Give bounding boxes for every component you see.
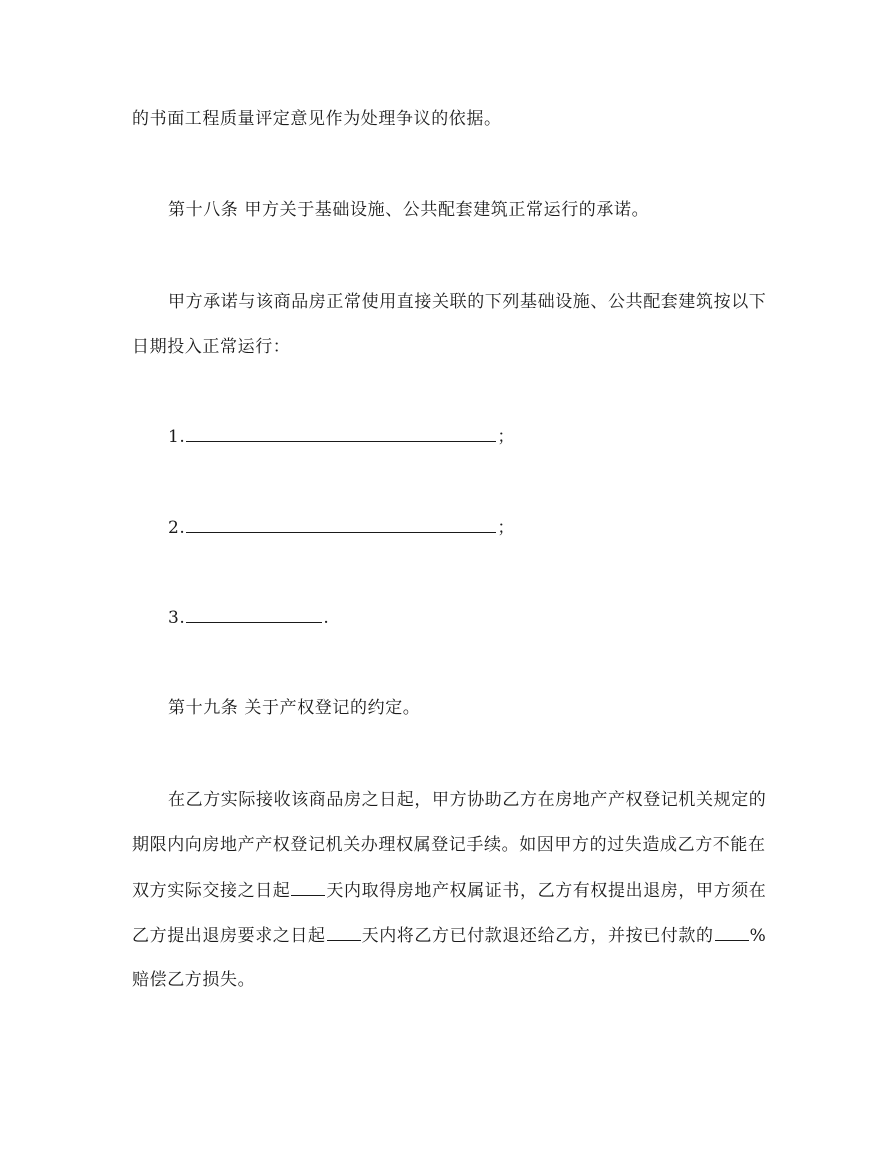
article-title-text: 第十八条 甲方关于基础设施、公共配套建筑正常运行的承诺。 — [168, 200, 650, 220]
article-19-line-2 — [132, 834, 766, 856]
paragraph-text: 甲方承诺与该商品房正常使用直接关联的下列基础设施、公共配套建筑按以下 — [168, 292, 767, 312]
paragraph-text: 的书面工程质量评定意见作为处理争议的依据。 — [132, 109, 502, 129]
article-19-line-5 — [132, 969, 255, 991]
article-19-line-1 — [168, 789, 766, 811]
list-item-punctuation: . — [323, 608, 330, 628]
fill-in-blank — [186, 606, 322, 623]
paragraph-text: 天内取得房地产权属证书，乙方有权提出退房，甲方须在 — [326, 881, 767, 901]
article-19-title — [168, 697, 420, 719]
paragraph-text: 天内将乙方已付款退还给乙方，并按已付款的 — [361, 926, 714, 946]
list-item-number: 2. — [168, 518, 186, 538]
list-item-1 — [168, 425, 515, 448]
paragraph-text: 日期投入正常运行： — [132, 337, 291, 357]
fill-in-blank — [715, 924, 749, 941]
article-19-line-4 — [132, 924, 766, 947]
list-item-2 — [168, 516, 515, 539]
article-18-title — [168, 199, 649, 221]
fill-in-blank — [327, 924, 361, 941]
paragraph-text: 双方实际交接之日起 — [132, 881, 291, 901]
paragraph-text: 乙方提出退房要求之日起 — [132, 926, 326, 946]
article-19-line-3 — [132, 879, 766, 902]
fill-in-blank — [186, 516, 496, 533]
article-18-body-line-2 — [132, 336, 290, 358]
paragraph-continuation — [132, 108, 502, 130]
paragraph-text: 在乙方实际接收该商品房之日起，甲方协助乙方在房地产产权登记机关规定的 — [168, 790, 767, 810]
article-title-text: 第十九条 关于产权登记的约定。 — [168, 698, 421, 718]
percent-sign: % — [749, 926, 767, 946]
list-item-punctuation: ； — [497, 427, 516, 447]
fill-in-blank — [291, 879, 325, 896]
paragraph-text: 期限内向房地产产权登记机关办理权属登记手续。如因甲方的过失造成乙方不能在 — [132, 835, 766, 855]
fill-in-blank — [186, 425, 496, 442]
list-item-punctuation: ； — [497, 518, 516, 538]
paragraph-text: 赔偿乙方损失。 — [132, 970, 256, 990]
list-item-number: 3. — [168, 608, 186, 628]
list-item-3 — [168, 606, 329, 629]
article-18-body-line-1 — [168, 291, 766, 313]
list-item-number: 1. — [168, 427, 186, 447]
